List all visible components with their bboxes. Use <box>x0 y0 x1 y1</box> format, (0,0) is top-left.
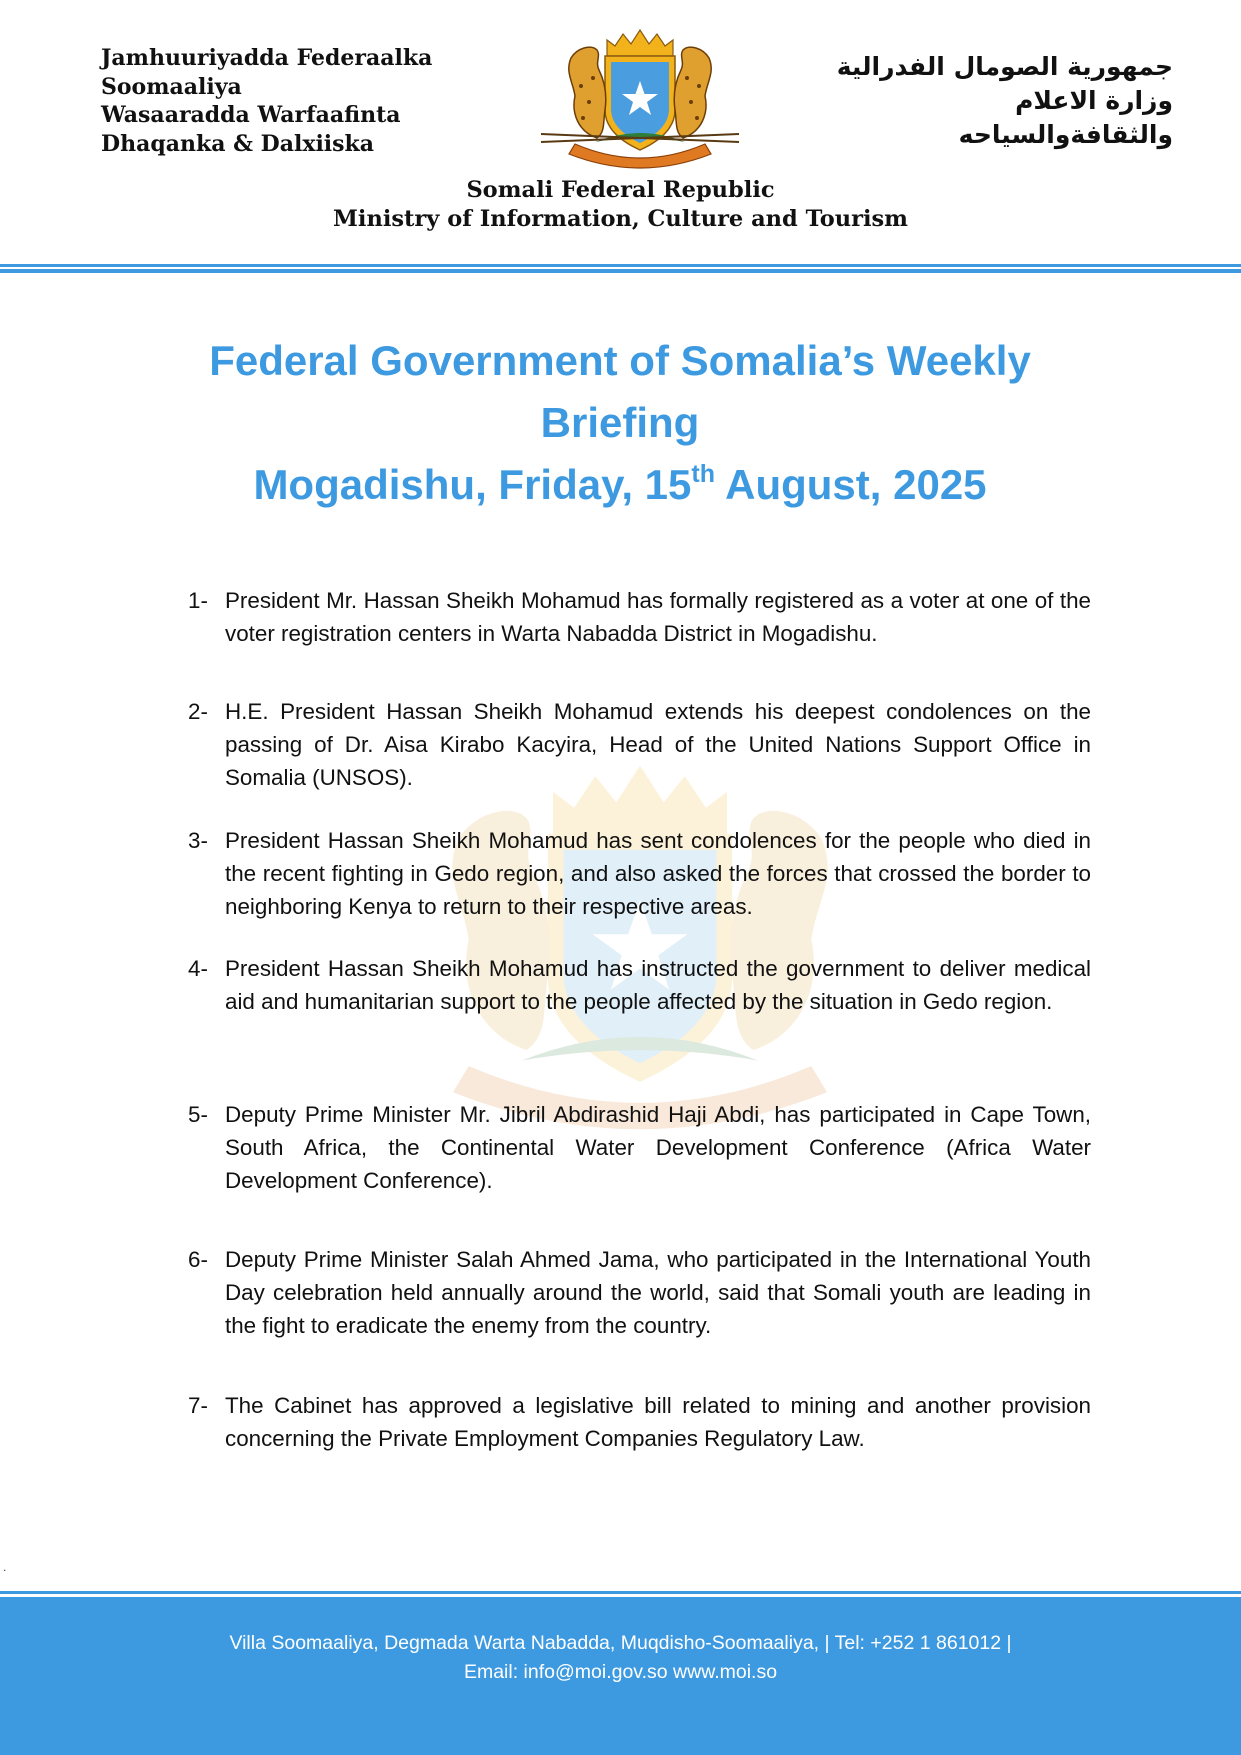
briefing-title-line: Briefing <box>540 399 700 446</box>
briefing-item <box>188 1389 1091 1455</box>
briefing-item <box>188 584 1091 650</box>
item-number: 3- <box>188 828 208 853</box>
briefing-date-line: Mogadishu, Friday, 15th August, 2025 <box>253 460 987 508</box>
header-somali-line: Dhaqanka & Dalxiiska <box>101 130 375 157</box>
item-text: President Hassan Sheikh Mohamud has instructed the government to deliver medical aid and humanitarian support to the people affected by the situation in Gedo region. <box>225 956 1091 1015</box>
footer-email-web: Email: info@moi.gov.so www.moi.so <box>463 1661 778 1683</box>
header-divider <box>0 269 1241 273</box>
header-arabic-line: والثقافةوالسياحه <box>958 120 1173 149</box>
footer-address: Villa Soomaaliya, Degmada Warta Nabadda, Muqdisho-Soomaaliya, | Tel: +252 1 861012 | <box>229 1632 1012 1654</box>
header-ministry-name: Ministry of Information, Culture and Tourism <box>333 206 908 232</box>
item-text: The Cabinet has approved a legislative bill related to mining and another provision concerning the Private Employment Companies Regulatory Law. <box>225 1393 1091 1452</box>
item-number: 6- <box>188 1247 208 1272</box>
item-number: 4- <box>188 956 208 981</box>
item-text: H.E. President Hassan Sheikh Mohamud extends his deepest condolences on the passing of Dr. Aisa Kirabo Kacyira, Head of the United Nations Support Office in Somalia (UNSOS). <box>225 699 1091 791</box>
header-arabic-line: وزارة الاعلام <box>1015 86 1173 115</box>
item-text: Deputy Prime Minister Mr. Jibril Abdirashid Haji Abdi, has participated in Cape Town, South Africa, the Continental Water Development Conference (Africa Water Development Conference). <box>225 1102 1091 1194</box>
item-number: 7- <box>188 1393 208 1418</box>
coat-of-arms-emblem <box>535 26 745 174</box>
briefing-item <box>188 1243 1091 1343</box>
header-somali-line: Jamhuuriyadda Federaalka <box>101 45 433 71</box>
header-somali-line: Wasaaradda Warfaafinta <box>101 102 401 128</box>
header-somali-line: Soomaaliya <box>101 73 242 100</box>
item-number: 2- <box>188 699 208 724</box>
header-republic-name: Somali Federal Republic <box>466 177 775 203</box>
item-text: President Hassan Sheikh Mohamud has sent condolences for the people who died in the recent fighting in Gedo region, and also asked the forces that crossed the border to neighboring Kenya to return to their respective areas. <box>225 828 1091 920</box>
header-english-block <box>0 176 1241 234</box>
briefing-item <box>188 695 1091 795</box>
header-arabic-line: جمهورية الصومال الفدرالية <box>836 52 1173 81</box>
briefing-title-line: Federal Government of Somalia’s Weekly <box>209 337 1031 384</box>
briefing-title <box>120 330 1120 516</box>
footer-divider <box>0 1591 1241 1594</box>
item-text: President Mr. Hassan Sheikh Mohamud has formally registered as a voter at one of the voter registration centers in Warta Nabadda District in Mogadishu. <box>225 588 1091 647</box>
header-arabic-block <box>753 50 1173 152</box>
footer-contact <box>0 1629 1241 1687</box>
header-divider <box>0 264 1241 267</box>
stray-mark: . <box>3 1560 7 1574</box>
item-text: Deputy Prime Minister Salah Ahmed Jama, who participated in the International Youth Day celebration held annually around the world, said that Somali youth are leading in the fight to eradicate the enemy from the country. <box>225 1247 1091 1339</box>
briefing-item <box>188 824 1091 924</box>
header-somali-block <box>101 44 521 158</box>
briefing-item <box>188 952 1091 1018</box>
footer-bar <box>0 1597 1241 1755</box>
item-number: 1- <box>188 588 208 613</box>
briefing-item <box>188 1098 1091 1198</box>
item-number: 5- <box>188 1102 208 1127</box>
coat-of-arms-watermark <box>350 755 930 1145</box>
